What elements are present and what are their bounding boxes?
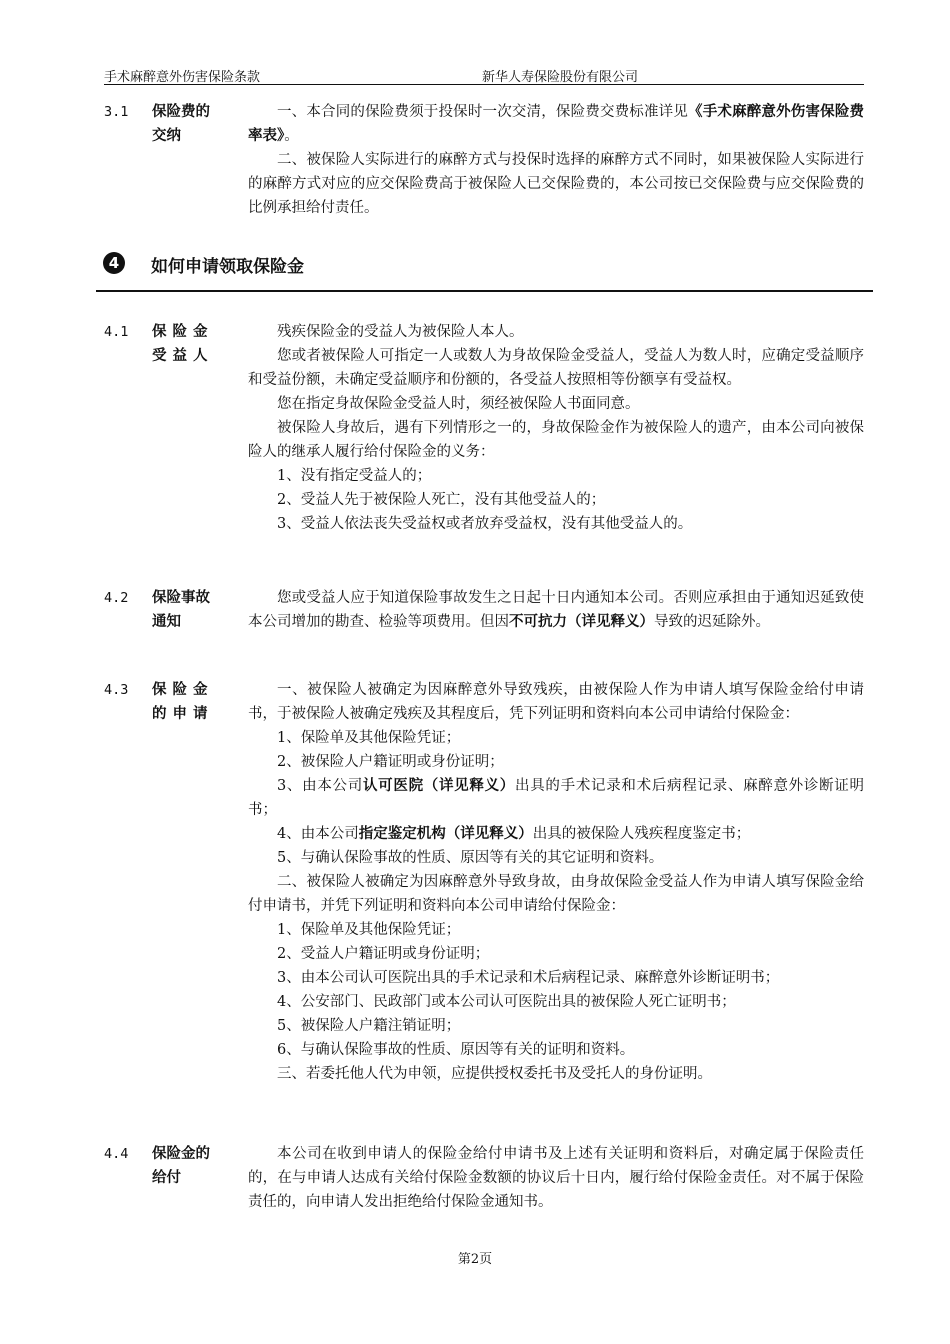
appraisal-agency-term: 指定鉴定机构（详见释义）: [358, 826, 533, 842]
list-item: 2、受益人户籍证明或身份证明；: [277, 946, 490, 962]
section-title: 保险金的给付: [152, 1146, 210, 1186]
paragraph: 二、被保险人被确定为因麻醉意外导致身故，由身故保险金受益人作为申请人填写保险金给付申请书，并凭下列证明和资料向本公司申请给付保险金：: [248, 874, 864, 914]
list-item: 1、保险单及其他保险凭证；: [277, 922, 461, 938]
list-item: 3、由本公司认可医院（详见释义）出具的手术记录和术后病程记录、麻醉意外诊断证明书；: [248, 778, 864, 818]
section-body: [248, 586, 864, 634]
section-title: 保险费的交纳: [152, 104, 210, 144]
paragraph: 三、若委托他人代为申领，应提供授权委托书及受托人的身份证明。: [277, 1066, 712, 1082]
paragraph: 二、被保险人实际进行的麻醉方式与投保时选择的麻醉方式不同时，如果被保险人实际进行的麻醉方式对应的应交保险费高于被保险人已交保险费的，本公司按已交保险费与应交保险费的比例承担给付责任。: [248, 152, 864, 216]
paragraph: 您或者被保险人可指定一人或数人为身故保险金受益人，受益人为数人时，应确定受益顺序和受益份额，未确定受益顺序和份额的，各受益人按照相等份额享有受益权。: [248, 348, 864, 388]
page-header: [104, 64, 864, 85]
section-number: 4.3: [104, 682, 129, 698]
chapter-heading: [96, 250, 873, 292]
section-body: [248, 100, 864, 220]
header-company-name: 新华人寿保险股份有限公司: [482, 70, 639, 85]
list-item: 4、由本公司指定鉴定机构（详见释义）出具的被保险人残疾程度鉴定书；: [277, 826, 751, 842]
section-body: [248, 320, 864, 536]
section-title: 保险金受益人: [152, 324, 214, 364]
chapter-number-badge: 4: [103, 252, 125, 274]
section-number: 4.1: [104, 324, 129, 340]
section-number: 4.2: [104, 590, 129, 606]
section-title: 保险金的申请: [152, 682, 214, 722]
section-body: [248, 678, 864, 1086]
section-number: 3.1: [104, 104, 129, 120]
approved-hospital-term: 认可医院（详见释义）: [362, 778, 515, 794]
list-item: 5、被保险人户籍注销证明；: [277, 1018, 461, 1034]
rate-table-reference: 《手术麻醉意外伤害保险费率表》: [248, 104, 865, 144]
paragraph: 您或受益人应于知道保险事故发生之日起十日内通知本公司。否则应承担由于通知迟延致使本公司增加的勘查、检验等项费用。但因不可抗力（详见释义）导致的迟延除外。: [248, 590, 864, 630]
list-item: 1、没有指定受益人的；: [277, 468, 432, 484]
paragraph: 被保险人身故后，遇有下列情形之一的，身故保险金作为被保险人的遗产，由本公司向被保险人的继承人履行给付保险金的义务：: [248, 420, 864, 460]
paragraph: 一、本合同的保险费须于投保时一次交清，保险费交费标准详见《手术麻醉意外伤害保险费率表》。: [248, 104, 865, 144]
list-item: 4、公安部门、民政部门或本公司认可医院出具的被保险人死亡证明书；: [277, 994, 736, 1010]
list-item: 6、与确认保险事故的性质、原因等有关的证明和资料。: [277, 1042, 635, 1058]
list-item: 2、受益人先于被保险人死亡，没有其他受益人的；: [277, 492, 606, 508]
header-document-title: 手术麻醉意外伤害保险条款: [104, 70, 261, 85]
paragraph: 您在指定身故保险金受益人时，须经被保险人书面同意。: [277, 396, 640, 412]
section-body: [248, 1142, 864, 1214]
force-majeure-term: 不可抗力（详见释义）: [509, 614, 654, 630]
paragraph: 残疾保险金的受益人为被保险人本人。: [277, 324, 524, 340]
paragraph: 本公司在收到申请人的保险金给付申请书及上述有关证明和资料后，对确定属于保险责任的，在与申请人达成有关给付保险金数额的协议后十日内，履行给付保险金责任。对不属于保险责任的，向申请人发出拒绝给付保险金通知书。: [248, 1146, 864, 1210]
list-item: 5、与确认保险事故的性质、原因等有关的其它证明和资料。: [277, 850, 664, 866]
paragraph: 一、被保险人被确定为因麻醉意外导致残疾，由被保险人作为申请人填写保险金给付申请书，于被保险人被确定残疾及其程度后，凭下列证明和资料向本公司申请给付保险金：: [248, 682, 864, 722]
page-number: 第2页: [457, 1252, 493, 1267]
chapter-title: 如何申请领取保险金: [151, 257, 304, 277]
list-item: 3、由本公司认可医院出具的手术记录和术后病程记录、麻醉意外诊断证明书；: [277, 970, 780, 986]
list-item: 1、保险单及其他保险凭证；: [277, 730, 461, 746]
section-title: 保险事故通知: [152, 590, 210, 630]
list-item: 3、受益人依法丧失受益权或者放弃受益权，没有其他受益人的。: [277, 516, 693, 532]
list-item: 2、被保险人户籍证明或身份证明；: [277, 754, 504, 770]
section-number: 4.4: [104, 1146, 129, 1162]
